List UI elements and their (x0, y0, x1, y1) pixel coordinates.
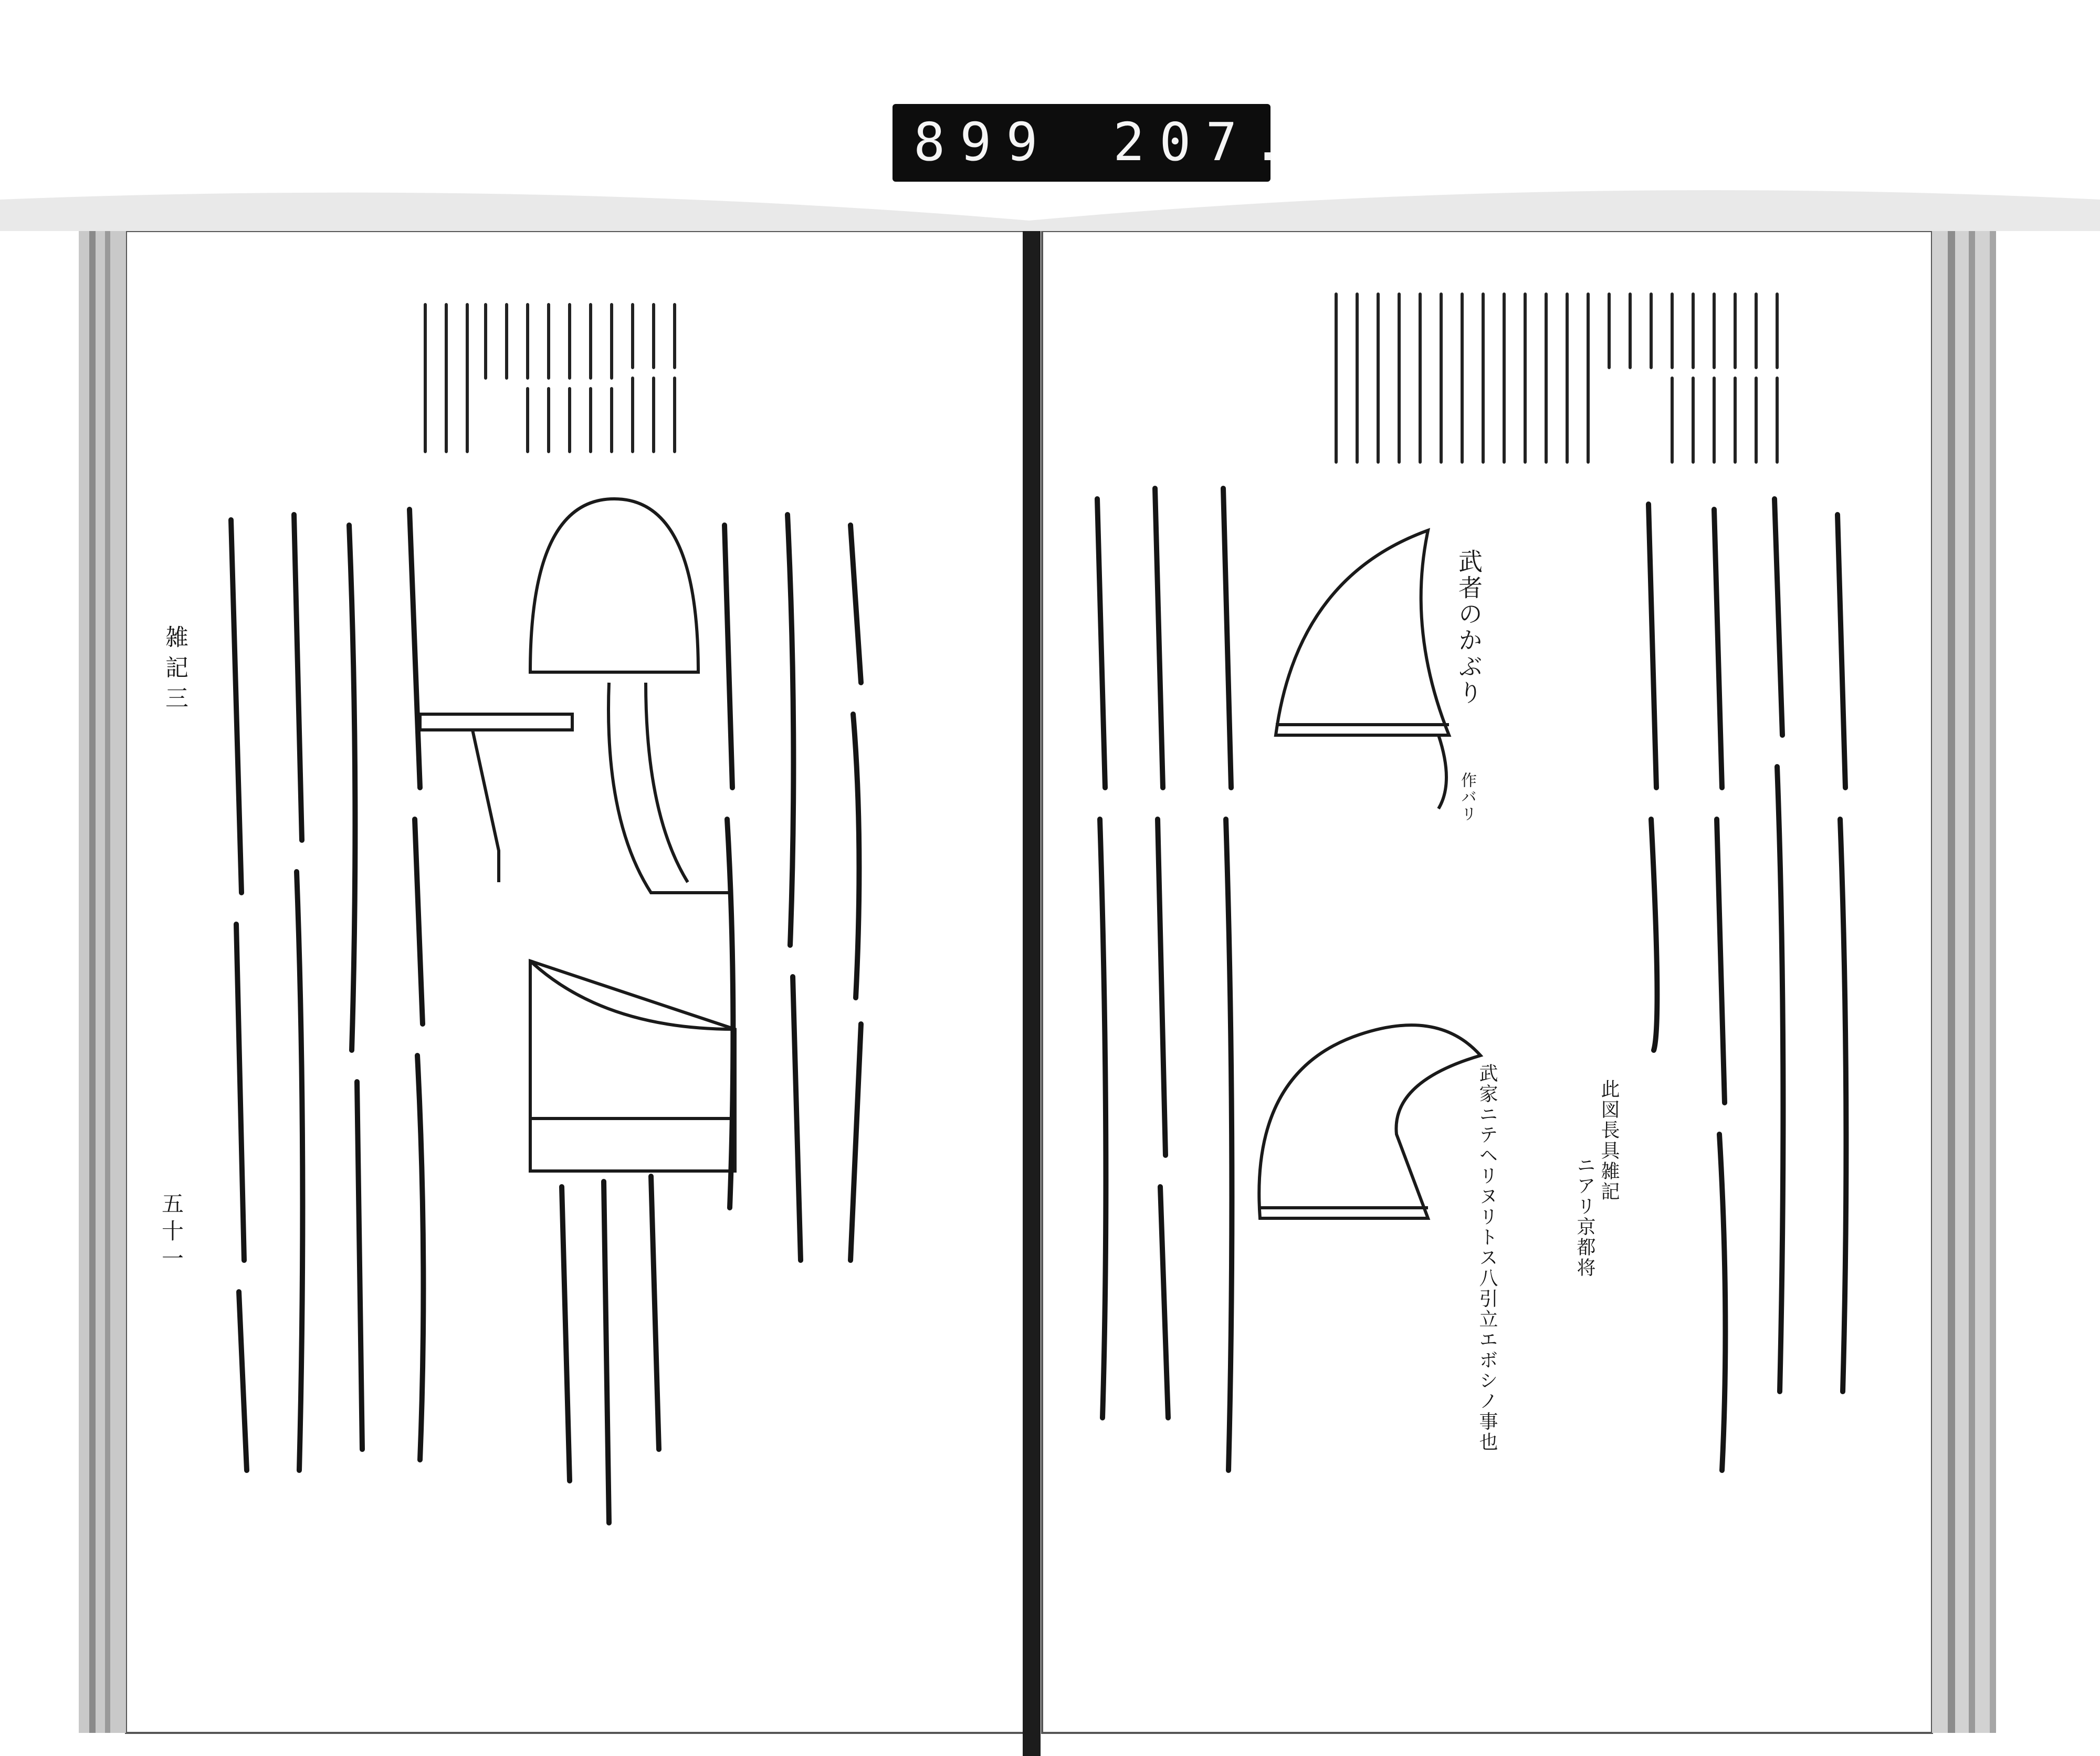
marginal-note-buke: 武家ニテヘリヌリトス八引立エボシノ事也 (1476, 1063, 1498, 1452)
diagram-label-mushanogoro: 武者のかぶり (1455, 549, 1483, 706)
frame-number: 899 (914, 111, 1053, 173)
running-head: 雑記三 (161, 625, 188, 716)
marginal-note-kosaku-line1: 此図長具雑記 (1598, 1079, 1620, 1202)
gutter (1023, 226, 1041, 1756)
top-margin-noise (0, 190, 2100, 231)
marginal-note-kosaku-line2: ニアリ京都将 (1574, 1155, 1595, 1278)
diagram-label-tsukuri: 作バリ (1458, 772, 1476, 822)
exposure-number: 207. (1113, 111, 1298, 173)
microfilm-reel-counter (892, 104, 1298, 182)
page-folio: 五十一 (159, 1192, 184, 1274)
